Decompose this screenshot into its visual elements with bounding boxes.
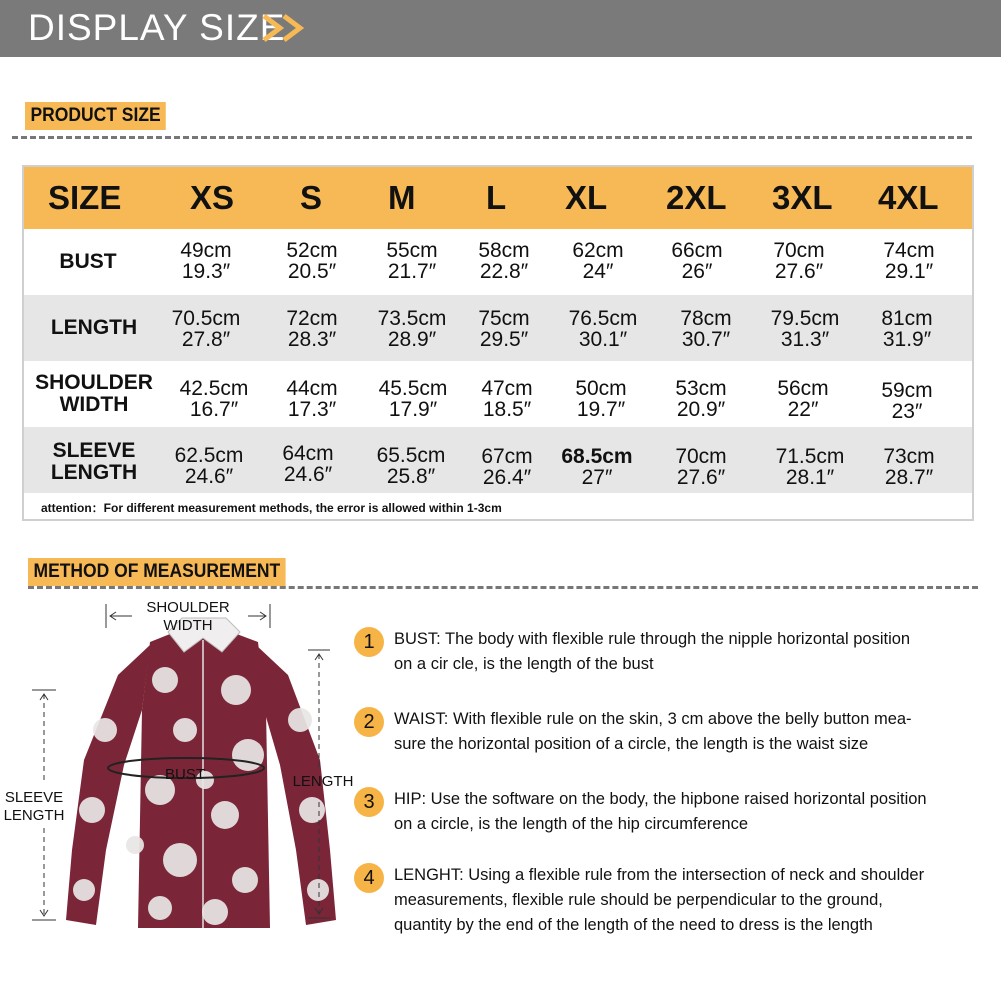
table-cell: [651, 308, 761, 350]
cell-cm: 74cm: [883, 239, 935, 262]
table-cell: [257, 308, 367, 350]
table-cell: [151, 240, 261, 282]
size-s: S: [300, 179, 323, 216]
table-cell: [253, 443, 363, 485]
step-text: BUST: The body with flexible rule through the nipple horizontal position on a cir cle, is the length of the bust: [394, 630, 911, 673]
cell-inch: 19.7″: [576, 398, 626, 421]
attention-note: attention：For different measurement methods, the error is allowed within 1-3cm: [41, 501, 502, 515]
cell-cm: 64cm: [282, 442, 334, 465]
cell-cm: 79.5cm: [770, 307, 840, 330]
cell-inch: 28.7″: [884, 466, 934, 489]
cell-cm: 78cm: [680, 307, 732, 330]
size-xs: XS: [190, 179, 235, 216]
bust-label: BUST: [164, 766, 205, 783]
size-column-header: SIZE: [48, 179, 122, 216]
step-text: WAIST: With flexible rule on the skin, 3 cm above the belly button mea- sure the horizontal position of a circle, the length is the waist size: [394, 710, 912, 753]
label-line: LENGTH: [3, 807, 65, 824]
table-cell: [744, 240, 854, 282]
cell-cm: 49cm: [180, 239, 232, 262]
cell-inch: 28.9″: [387, 328, 437, 351]
cell-cm: 70cm: [773, 239, 825, 262]
row-label-line: SHOULDER: [35, 371, 153, 394]
cell-inch: 17.9″: [388, 398, 438, 421]
label-line: SHOULDER: [146, 599, 230, 616]
size-l: L: [486, 179, 507, 216]
step-number: 4: [354, 863, 384, 893]
size-table-header: [24, 167, 972, 229]
cell-cm: 67cm: [481, 445, 533, 468]
cell-inch: 27.6″: [774, 260, 824, 283]
label-line: WIDTH: [163, 617, 213, 634]
table-cell: [646, 378, 756, 420]
table-cell: [159, 378, 269, 420]
cell-cm: 70.5cm: [171, 307, 241, 330]
table-cell: [356, 445, 466, 487]
table-cell: [154, 445, 264, 487]
cell-inch: 19.3″: [181, 260, 231, 283]
cell-cm: 76.5cm: [568, 307, 638, 330]
table-cell: [748, 378, 858, 420]
cell-inch: 24.6″: [184, 465, 234, 488]
cell-cm: 45.5cm: [378, 377, 448, 400]
table-cell: [755, 446, 865, 488]
label-line: SLEEVE: [4, 789, 64, 806]
cell-inch: 31.3″: [780, 328, 830, 351]
cell-inch: 29.1″: [884, 260, 934, 283]
length-label: LENGTH: [292, 773, 354, 790]
table-cell: [546, 378, 656, 420]
row-label-line: SLEEVE: [52, 439, 136, 462]
cell-cm: 44cm: [286, 377, 338, 400]
cell-inch: 22.8″: [479, 260, 529, 283]
row-label-bust: BUST: [59, 250, 117, 273]
cell-inch: 24.6″: [283, 463, 333, 486]
cell-inch: 27.8″: [181, 328, 231, 351]
divider: [12, 136, 972, 139]
cell-cm: 50cm: [575, 377, 627, 400]
cell-inch: 20.9″: [676, 398, 726, 421]
row-label-line: LENGTH: [50, 461, 138, 484]
step-text: LENGHT: Using a flexible rule from the intersection of neck and shoulder measurements, flexible rule should be perpendicular to the ground, quantity by the end of the length of the need to dress is the length: [394, 866, 925, 934]
cell-inch: 22″: [787, 398, 819, 421]
shoulder-width-label: [138, 599, 238, 635]
size-2xl: 2XL: [666, 179, 727, 216]
cell-cm: 70cm: [675, 445, 727, 468]
cell-inch: 27.6″: [676, 466, 726, 489]
cell-inch: 25.8″: [386, 465, 436, 488]
table-cell: [854, 240, 964, 282]
cell-cm: 53cm: [675, 377, 727, 400]
cell-cm: 65.5cm: [376, 444, 446, 467]
cell-inch: 23″: [891, 400, 923, 423]
cell-cm: 52cm: [286, 239, 338, 262]
cell-cm: 62.5cm: [174, 444, 244, 467]
table-cell: [449, 308, 559, 350]
cell-cm: 59cm: [881, 379, 933, 402]
cell-inch: 26″: [681, 260, 713, 283]
size-4xl: 4XL: [878, 179, 939, 216]
cell-inch: 20.5″: [287, 260, 337, 283]
cell-cm: 73.5cm: [377, 307, 447, 330]
cell-cm: 42.5cm: [179, 377, 249, 400]
page-title: DISPLAY SIZE: [28, 7, 286, 48]
cell-inch: 31.9″: [882, 328, 932, 351]
cell-cm: 81cm: [881, 307, 933, 330]
cell-inch: 21.7″: [387, 260, 437, 283]
table-cell: [257, 240, 367, 282]
cell-cm: 56cm: [777, 377, 829, 400]
row-label-shoulder-width: [24, 372, 164, 416]
cell-cm: 71.5cm: [775, 445, 845, 468]
step-text: HIP: Use the software on the body, the hipbone raised horizontal position on a circle, is the length of the hip circumference: [394, 790, 927, 833]
table-cell: [646, 446, 756, 488]
size-xl: XL: [565, 179, 608, 216]
size-table: [22, 165, 974, 521]
cell-inch: 28.1″: [785, 466, 835, 489]
cell-cm: 47cm: [481, 377, 533, 400]
cell-inch: 30.1″: [578, 328, 628, 351]
cell-inch: 17.3″: [287, 398, 337, 421]
table-cell: [642, 240, 752, 282]
method-of-measurement-label: METHOD OF MEASUREMENT: [28, 558, 286, 586]
cell-cm: 72cm: [286, 307, 338, 330]
cell-inch: 29.5″: [479, 328, 529, 351]
cell-inch: 27″: [581, 466, 613, 489]
cell-inch: 18.5″: [482, 398, 532, 421]
cell-inch: 24″: [582, 260, 614, 283]
divider: [28, 586, 978, 589]
cell-inch: 26.4″: [482, 466, 532, 489]
table-cell: [542, 446, 652, 488]
cell-cm: 75cm: [478, 307, 530, 330]
step-number: 2: [354, 707, 384, 737]
cell-inch: 28.3″: [287, 328, 337, 351]
row-label-length: LENGTH: [50, 316, 138, 339]
size-m: M: [388, 179, 416, 216]
table-cell: [852, 308, 962, 350]
display-size-header: [0, 0, 1001, 57]
cell-cm: 73cm: [883, 445, 935, 468]
product-size-label: PRODUCT SIZE: [25, 102, 166, 130]
double-chevron-right-icon: [262, 13, 310, 43]
step-number: 1: [354, 627, 384, 657]
table-cell: [543, 240, 653, 282]
shirt-measurement-diagram: [0, 590, 360, 940]
cell-cm: 58cm: [478, 239, 530, 262]
table-cell: [854, 446, 964, 488]
table-cell: [750, 308, 860, 350]
cell-cm: 55cm: [386, 239, 438, 262]
table-cell: [852, 380, 962, 422]
table-cell: [151, 308, 261, 350]
cell-inch: 16.7″: [189, 398, 239, 421]
table-cell: [257, 378, 367, 420]
cell-cm: 66cm: [671, 239, 723, 262]
cell-cm: 68.5cm: [561, 445, 633, 468]
row-label-line: WIDTH: [59, 393, 129, 416]
row-label-sleeve-length: [24, 440, 164, 484]
size-3xl: 3XL: [772, 179, 833, 216]
sleeve-length-label: [0, 789, 68, 825]
cell-cm: 62cm: [572, 239, 624, 262]
table-cell: [548, 308, 658, 350]
step-number: 3: [354, 787, 384, 817]
cell-inch: 30.7″: [681, 328, 731, 351]
